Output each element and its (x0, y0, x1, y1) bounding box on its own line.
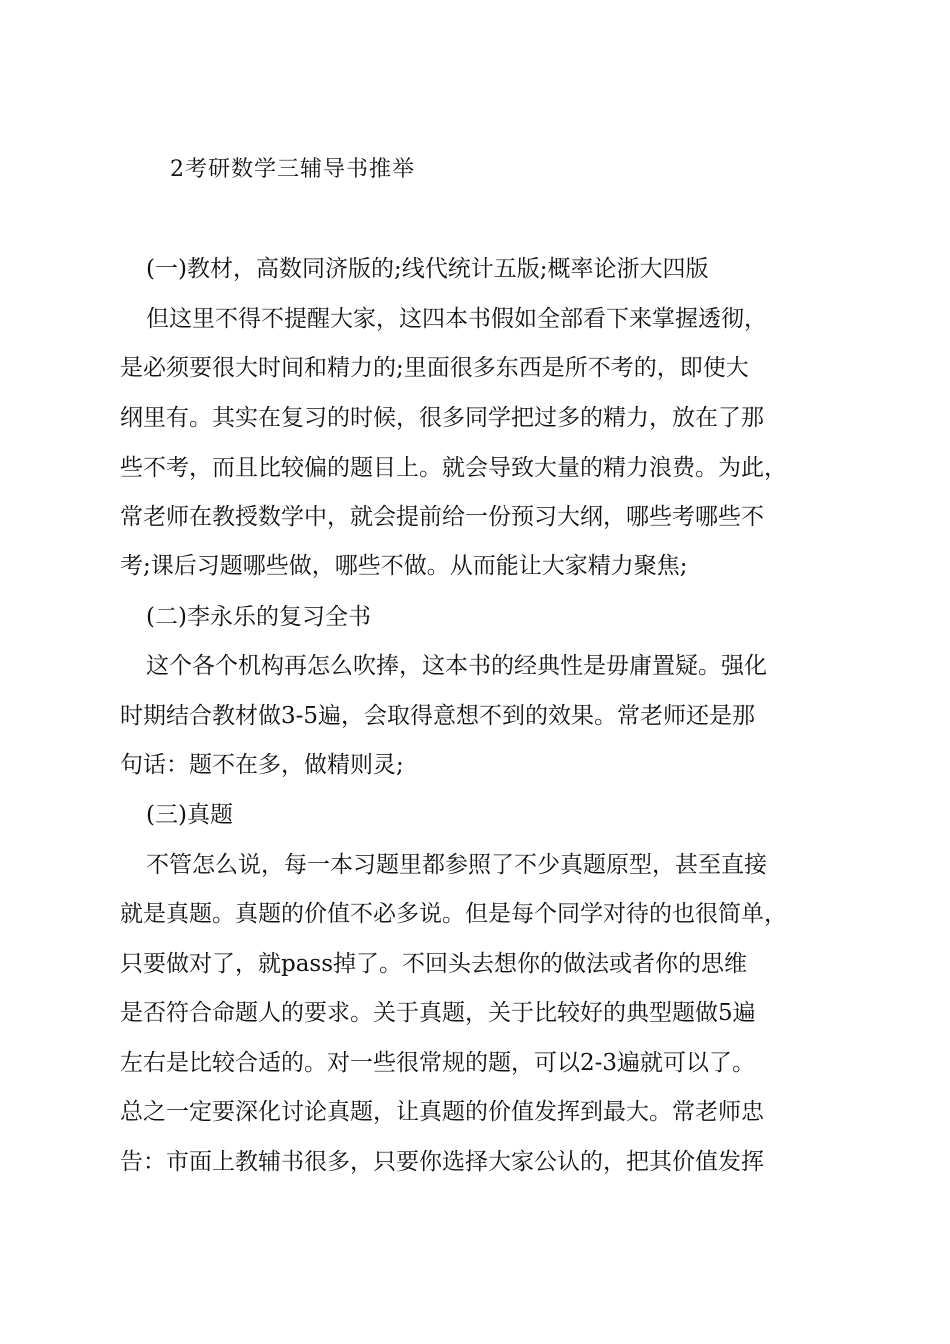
paragraph-line: 考;课后习题哪些做，哪些不做。从而能让大家精力聚焦; (120, 553, 688, 579)
paragraph-line: 不管怎么说，每一本习题里都参照了不少真题原型，甚至直接 (146, 852, 767, 878)
page-title: 2考研数学三辅导书推举 (170, 157, 415, 182)
paragraph-line: 是必须要很大时间和精力的;里面很多东西是所不考的，即使大 (120, 355, 749, 381)
paragraph-line: 纲里有。其实在复习的时候，很多同学把过多的精力，放在了那 (120, 405, 764, 431)
paragraph-line: 但这里不得不提醒大家，这四本书假如全部看下来掌握透彻， (146, 306, 767, 332)
paragraph-line: 左右是比较合适的。对一些很常规的题，可以2-3遍就可以了。 (120, 1050, 756, 1076)
paragraph-line: 告：市面上教辅书很多，只要你选择大家公认的，把其价值发挥 (120, 1149, 764, 1175)
paragraph-line: 些不考，而且比较偏的题目上。就会导致大量的精力浪费。为此， (120, 455, 787, 481)
paragraph-line: 是否符合命题人的要求。关于真题，关于比较好的典型题做5遍 (120, 1000, 756, 1026)
paragraph-line: 时期结合教材做3-5遍，会取得意想不到的效果。常老师还是那 (120, 703, 756, 729)
section-heading-2: (二)李永乐的复习全书 (146, 604, 371, 630)
section-heading-3: (三)真题 (146, 802, 233, 828)
paragraph-line: 只要做对了，就pass掉了。不回头去想你的做法或者你的思维 (120, 951, 748, 977)
paragraph-line: 常老师在教授数学中，就会提前给一份预习大纲，哪些考哪些不 (120, 504, 764, 530)
paragraph-line: 就是真题。真题的价值不必多说。但是每个同学对待的也很简单， (120, 901, 787, 927)
section-heading-1: (一)教材，高数同济版的;线代统计五版;概率论浙大四版 (146, 256, 709, 282)
paragraph-line: 句话：题不在多，做精则灵; (120, 752, 404, 778)
paragraph-line: 这个各个机构再怎么吹捧，这本书的经典性是毋庸置疑。强化 (146, 653, 767, 679)
paragraph-line: 总之一定要深化讨论真题，让真题的价值发挥到最大。常老师忠 (120, 1099, 764, 1125)
